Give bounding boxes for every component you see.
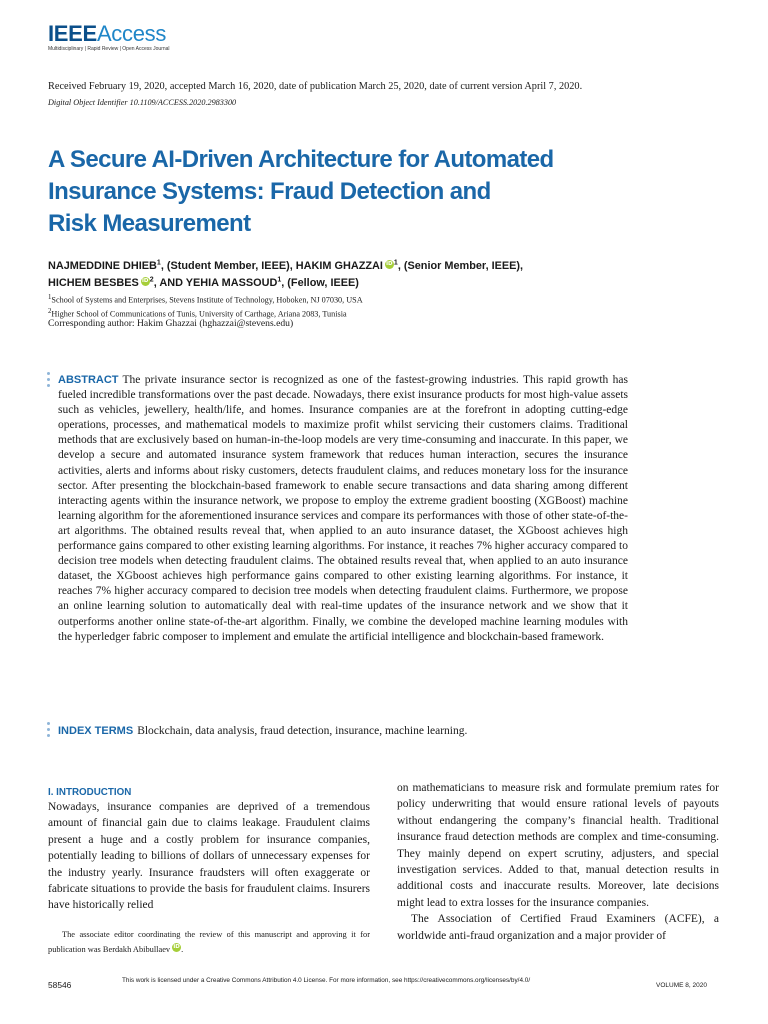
- editor-footnote: The associate editor coordinating the review of this manuscript and approving it for publication was Berdakh Abibullaev iD.: [48, 930, 370, 954]
- section-marker-icon: [47, 372, 51, 390]
- affiliation-sup: 1: [48, 294, 52, 301]
- license-notice[interactable]: This work is licensed under a Creative Commons Attribution 4.0 License. For more information, see https://creativecommons.org/licenses/by/4.0/: [122, 977, 531, 984]
- title-line: Risk Measurement: [48, 210, 251, 237]
- author-affil-sup: 1: [277, 276, 282, 284]
- author-role: , (Senior Member, IEEE),: [397, 260, 524, 272]
- journal-name-light: Access: [96, 21, 167, 46]
- intro-right-column: [397, 780, 719, 944]
- author-name: YEHIA MASSOUD: [185, 277, 278, 289]
- affiliation-item: [48, 292, 363, 306]
- section-heading: I. INTRODUCTION: [48, 787, 132, 798]
- affiliation-sup: 2: [48, 307, 52, 315]
- intro-left-column: [48, 786, 370, 914]
- author-role: , (Fellow, IEEE): [281, 277, 359, 289]
- abstract: [58, 373, 628, 645]
- intro-paragraph: The Association of Certified Fraud Examiners (ACFE), a worldwide anti-fraud organization and a major provider of: [397, 913, 719, 942]
- index-terms-text: Blockchain, data analysis, fraud detection, insurance, machine learning.: [137, 725, 468, 737]
- received-dates: Received February 19, 2020, accepted March 16, 2020, date of publication March 25, 2020, date of current version April 7, 2020.: [48, 81, 583, 92]
- intro-paragraph: on mathematicians to measure risk and formulate premium rates for policy underwriting that would ensure rational levels of payouts without endangering the company’s financial health. Traditional insurance fraud detection methods are complex and time-consuming. They mainly depend on expert scrutiny, adjusters, and special investigation services. Added to that, manual detection results in additional costs and inaccurate results. Moreover, late decisions might lead to extra losses for the insurance companies.: [397, 782, 719, 909]
- corresponding-author: Corresponding author: Hakim Ghazzai (hghazzai@stevens.edu): [48, 318, 294, 329]
- paper-title: [48, 144, 668, 240]
- title-line: Insurance Systems: Fraud Detection and: [48, 178, 491, 205]
- title-line: A Secure AI-Driven Architecture for Automated: [48, 146, 554, 173]
- journal-name-bold: IEEE: [48, 21, 97, 46]
- author-affil-sup: 2: [149, 276, 154, 284]
- orcid-icon[interactable]: iD: [173, 944, 180, 950]
- author-name: HICHEM BESBES: [48, 277, 139, 289]
- abstract-text: The private insurance sector is recognized as one of the fastest-growing industries. This rapid growth has fueled incredible transformations over the past decade. Nowadays, there exist insurance products for most high-value assets such as vehicles, jewellery, health/life, and homes. Insurance companies are at the forefront in adopting cutting-edge operations, processes, and mathematical models to maximize profit whilst servicing their customers claims. Traditional methods that are exclusively based on human-in-the-loop models are very time-consuming and inaccurate. In this paper, we develop a secure and automated insurance system framework that reduces human interaction, secures the insurance activities, alerts and informs about risky customers, detects fraudulent claims, and reduces monetary loss for the insurance sector. After presenting the blockchain-based framework to enable secure transactions and data sharing among different interacting agents within the insurance network, we propose to employ the extreme gradient boosting (XGBoost) machine learning algorithm for the aforementioned insurance services and compare its performances with those of other state-of-the-art algorithms. The obtained results reveal that, when applied to an auto insurance dataset, the XGboost achieves high performance gains compared to other existing learning algorithms. For instance, it reaches 7% higher accuracy compared to decision tree models when detecting fraudulent claims. The obtained results reveal that, when applied to an auto insurance dataset, the XGboost achieves high performance gains compared to other existing learning algorithms. For instance, it reaches 7% higher accuracy compared to decision tree models when detecting fraudulent claims. Furthermore, we propose an online learning solution to automatically deal with real-time updates of the insurance network and we show that it outperforms another online state-of-the-art algorithm. Finally, we combine the developed machine learning modules with the hyperledger fabric composer to implement and emulate the artificial intelligence and blockchain-based framework.: [58, 374, 628, 643]
- intro-paragraph: Nowadays, insurance companies are deprived of a tremendous amount of financial gain due to claims leakage. Fraudulent claims present a huge and a costly problem for insurance companies, potentially leading to billions of dollars of unnecessary expenses for the industry yearly. Insurance fraudsters will often exaggerate or fabricate situations to provide the basis for fraudulent claims. Insurers have historically relied: [48, 801, 370, 912]
- journal-logo: [48, 22, 166, 46]
- author-role: , AND: [153, 277, 186, 289]
- page-number: 58546: [48, 980, 72, 990]
- journal-tagline: Multidisciplinary | Rapid Review | Open Access Journal: [48, 46, 170, 52]
- affiliation-text: School of Systems and Enterprises, Stevens Institute of Technology, Hoboken, NJ 07030, USA: [51, 295, 363, 305]
- section-marker-icon: [47, 722, 51, 740]
- author-affil-sup: 1: [393, 259, 398, 267]
- footnote-text: The associate editor coordinating the review of this manuscript and approving it for publication was Berdakh Abibullaev: [48, 930, 370, 954]
- doi: Digital Object Identifier 10.1109/ACCESS.2020.2983300: [48, 98, 237, 107]
- affiliation-text: Higher School of Communications of Tunis, University of Carthage, Ariana 2083, Tunisia: [51, 309, 347, 319]
- author-name: HAKIM GHAZZAI: [295, 260, 383, 272]
- volume-label: VOLUME 8, 2020: [656, 982, 707, 989]
- affiliations: [48, 292, 363, 319]
- index-terms-label: INDEX TERMS: [58, 725, 134, 737]
- author-role: , (Student Member, IEEE),: [160, 260, 296, 272]
- author-name: NAJMEDDINE DHIEB: [48, 260, 157, 272]
- orcid-icon[interactable]: iD: [142, 278, 149, 284]
- index-terms: [58, 724, 628, 739]
- orcid-icon[interactable]: iD: [386, 261, 393, 267]
- author-affil-sup: 1: [156, 259, 161, 267]
- author-list: [48, 258, 523, 292]
- abstract-label: ABSTRACT: [58, 374, 119, 386]
